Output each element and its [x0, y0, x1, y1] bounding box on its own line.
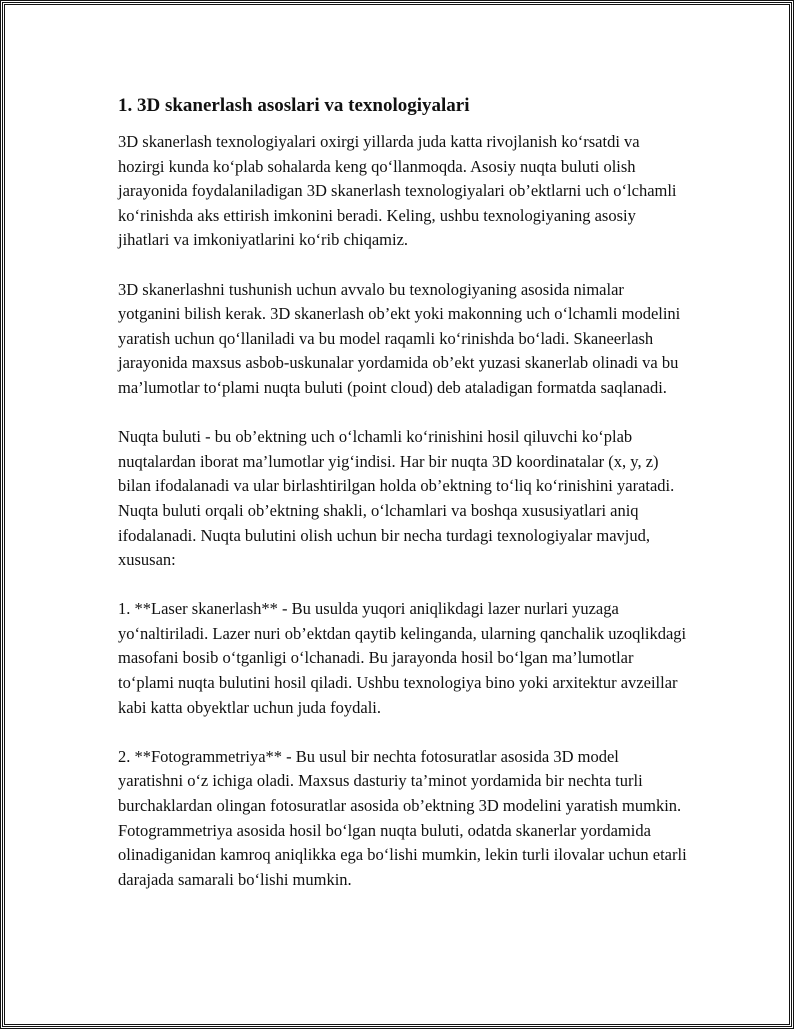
- paragraph-point-cloud: Nuqta buluti - bu ob’ektning uch o‘lchamli ko‘rinishini hosil qiluvchi ko‘plab nuqtalardan iborat ma’lumotlar yig‘indisi. Har bir nuqta 3D koordinatalar (x, y, z) bilan ifodalanadi va ular birlashtirilgan holda ob’ektning to‘liq ko‘rinishini yaratadi. Nuqta buluti orqali ob’ektning shakli, o‘lchamlari va boshqa xususiyatlari aniq ifodalanadi. Nuqta bulutini olish uchun bir necha turdagi texnologiyalar mavjud, xususan:: [118, 427, 675, 570]
- paragraph-intro: 3D skanerlash texnologiyalari oxirgi yillarda juda katta rivojlanish ko‘rsatdi va hozirgi kunda ko‘plab sohalarda keng qo‘llanmoqda. Asosiy nuqta buluti olish jarayonida foydalaniladigan 3D skanerlash texnologiyalari ob’ektlarni uch o‘lchamli ko‘rinishda aks ettirish imkonini beradi. Keling, ushbu texnologiyaning asosiy jihatlari va imkoniyatlarini ko‘rib chiqamiz.: [118, 132, 677, 250]
- paragraph-photogrammetry: 2. **Fotogrammetriya** - Bu usul bir nechta fotosuratlar asosida 3D model yaratishni o‘z ichiga oladi. Maxsus dasturiy ta’minot yordamida bir nechta turli burchaklardan olingan fotosuratlar asosida ob’ektning 3D modelini yaratish mumkin. Fotogrammetriya asosida hosil bo‘lgan nuqta buluti, odatda skanerlar yordamida olinadiganidan kamroq aniqlikka ega bo‘lishi mumkin, lekin turli ilovalar uchun etarli darajada samarali bo‘lishi mumkin.: [118, 746, 687, 889]
- section-heading: 1. 3D skanerlash asoslari va texnologiyalari: [118, 95, 470, 116]
- paragraph-basics: 3D skanerlashni tushunish uchun avvalo bu texnologiyaning asosida nimalar yotganini bilish kerak. 3D skanerlash ob’ekt yoki makonning uch o‘lchamli modelini yaratish uchun qo‘llaniladi va bu model raqamli ko‘rinishda bo‘ladi. Skaneerlash jarayonida maxsus asbob-uskunalar yordamida ob’ekt yuzasi skanerlab olinadi va bu ma’lumotlar to‘plami nuqta buluti (point cloud) deb ataladigan formatda saqlanadi.: [118, 279, 681, 397]
- paragraph-laser-scanning: 1. **Laser skanerlash** - Bu usulda yuqori aniqlikdagi lazer nurlari yuzaga yo‘naltiriladi. Lazer nuri ob’ektdan qaytib kelinganda, ularning qanchalik uzoqlikdagi masofani bosib o‘tganligi o‘lchanadi. Bu jarayonda hosil bo‘lgan ma’lumotlar to‘plami nuqta bulutini hosil qiladi. Ushbu texnologiya bino yoki arxitektur avzeillar kabi katta obyektlar uchun juda foydali.: [118, 599, 687, 717]
- document-body: [118, 92, 688, 917]
